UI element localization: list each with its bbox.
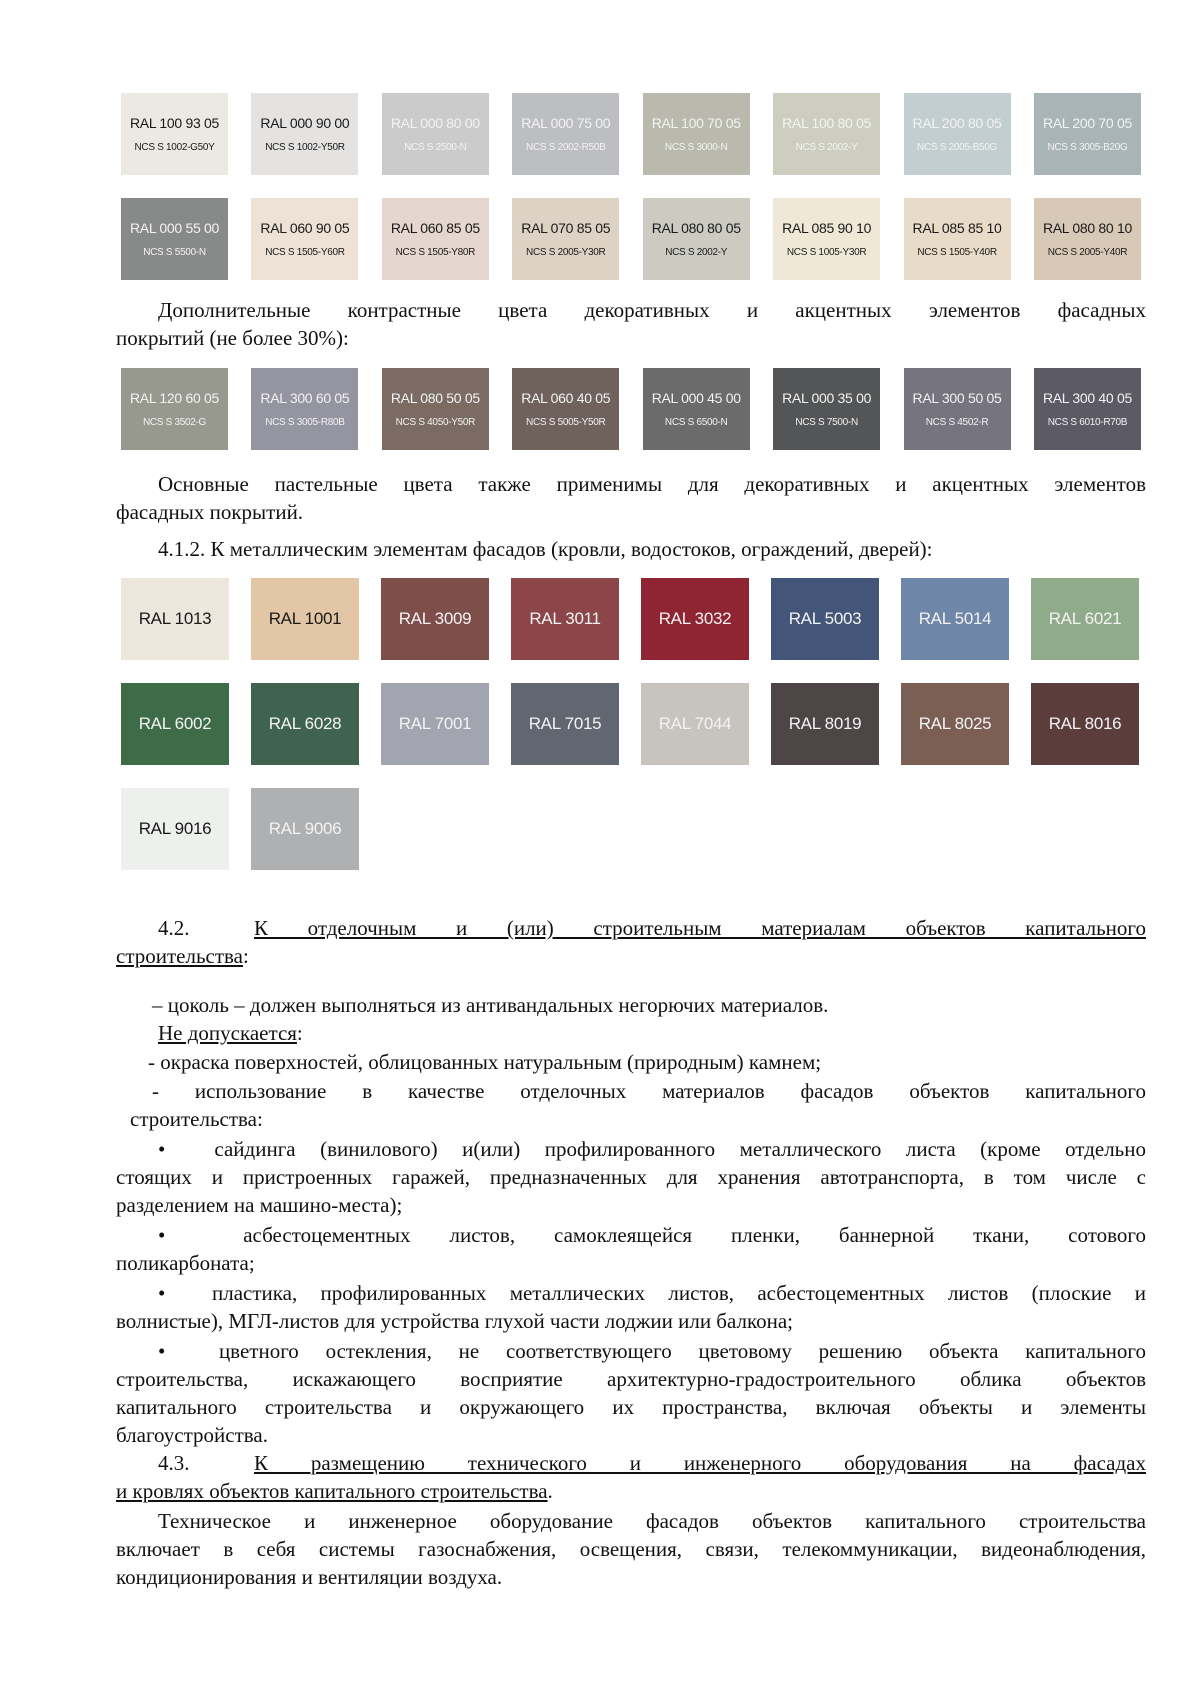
swatch-row <box>121 93 1141 175</box>
ncs-accent-palette <box>121 368 1141 450</box>
color-swatch <box>511 683 619 765</box>
bullet-asbestos-text: асбестоцементных листов, самоклеящейся пленки, баннерной ткани, сотового <box>243 1223 1146 1247</box>
color-swatch <box>643 368 750 450</box>
section-4-3-title-cont: и кровлях объектов капитального строительства <box>116 1479 548 1503</box>
color-swatch <box>901 683 1009 765</box>
bullet-glazing-line1 <box>116 1337 1146 1365</box>
swatch-ral-code: RAL 200 80 05 <box>912 115 1002 132</box>
color-swatch <box>641 578 749 660</box>
swatch-ral-code: RAL 6002 <box>138 713 212 733</box>
color-swatch <box>382 198 489 280</box>
swatch-ncs-code: NCS S 1505-Y60R <box>265 246 345 258</box>
bullet-plastic-line2: волнистые), МГЛ-листов для устройства глухой части лоджии или балкона; <box>116 1309 794 1333</box>
color-swatch <box>381 683 489 765</box>
swatch-ncs-code: NCS S 2002-Y <box>795 141 858 153</box>
swatch-ral-code: RAL 000 55 00 <box>130 220 219 237</box>
swatch-ral-code: RAL 080 50 05 <box>390 390 480 407</box>
swatch-ral-code: RAL 060 40 05 <box>521 390 611 407</box>
section-4-3-number: 4.3. <box>158 1451 190 1475</box>
color-swatch <box>251 788 359 870</box>
accent-intro-line1: Дополнительные контрастные цвета декоративных и акцентных элементов фасадных <box>158 298 1146 322</box>
metal-heading: 4.1.2. К металлическим элементам фасадов (кровли, водостоков, ограждений, дверей): <box>158 537 933 561</box>
swatch-ncs-code: NCS S 3502-G <box>142 416 207 428</box>
swatch-ral-code: RAL 1013 <box>138 608 212 628</box>
swatch-ral-code: RAL 3011 <box>529 608 601 628</box>
bullet-siding-line2: стоящих и пристроенных гаражей, предназначенных для хранения автотранспорта, в том числе с <box>116 1165 1146 1189</box>
swatch-row <box>121 368 1141 450</box>
color-swatch <box>643 198 750 280</box>
accent-intro-line2: покрытий (не более 30%): <box>116 326 349 350</box>
color-swatch <box>251 578 359 660</box>
swatch-row <box>121 198 1141 280</box>
bullet-icon: • <box>158 1223 244 1247</box>
swatch-ral-code: RAL 1001 <box>268 608 342 628</box>
color-swatch <box>512 93 619 175</box>
equipment-line2: включает в себя системы газоснабжения, освещения, связи, телекоммуникации, видеонаблюдения, <box>116 1537 1146 1561</box>
swatch-ncs-code: NCS S 2002-R50B <box>526 141 606 153</box>
dash-item-materials-line1: - использование в качестве отделочных материалов фасадов объектов капитального <box>152 1079 1146 1103</box>
swatch-ral-code: RAL 300 40 05 <box>1042 390 1132 407</box>
color-swatch <box>1031 578 1139 660</box>
swatch-ral-code: RAL 8019 <box>788 713 862 733</box>
bullet-siding-line3: разделением на машино-места); <box>116 1193 403 1217</box>
section-4-3-period: . <box>547 1479 553 1503</box>
color-swatch <box>121 368 228 450</box>
color-swatch <box>512 198 619 280</box>
swatch-ncs-code: NCS S 5500-N <box>143 246 206 258</box>
color-swatch <box>771 683 879 765</box>
swatch-ral-code: RAL 6021 <box>1048 608 1122 628</box>
swatch-ral-code: RAL 100 93 05 <box>130 115 219 132</box>
section-4-3-title-line1 <box>116 1449 1146 1477</box>
dash-item-materials-line2: строительства: <box>130 1107 263 1131</box>
color-swatch <box>381 578 489 660</box>
swatch-ral-code: RAL 8025 <box>918 713 992 733</box>
swatch-ral-code: RAL 9016 <box>138 818 212 838</box>
swatch-ncs-code: NCS S 4502-R <box>925 416 989 428</box>
swatch-ral-code: RAL 000 80 00 <box>390 115 480 132</box>
swatch-ral-code: RAL 7001 <box>398 713 472 733</box>
section-4-2-title: К отделочным и (или) строительным материалам объектов капитального <box>254 916 1146 940</box>
equipment-line3: кондиционирования и вентиляции воздуха. <box>116 1565 503 1589</box>
color-swatch <box>1034 368 1141 450</box>
swatch-ncs-code: NCS S 2005-B50G <box>917 141 998 153</box>
color-swatch <box>251 198 358 280</box>
section-4-2-title-line1 <box>116 914 1146 942</box>
section-4-3-title: К размещению технического и инженерного оборудования на фасадах <box>254 1451 1146 1475</box>
swatch-ral-code: RAL 8016 <box>1048 713 1122 733</box>
swatch-ral-code: RAL 085 85 10 <box>912 220 1002 237</box>
swatch-ral-code: RAL 3009 <box>398 608 472 628</box>
swatch-ral-code: RAL 7015 <box>528 713 602 733</box>
bullet-siding-text: сайдинга (винилового) и(или) профилированного металлического листа (кроме отдельно <box>214 1137 1146 1161</box>
swatch-ncs-code: NCS S 5005-Y50R <box>526 416 606 428</box>
swatch-ral-code: RAL 5003 <box>788 608 862 628</box>
color-swatch <box>901 578 1009 660</box>
bullet-siding-line1 <box>116 1135 1146 1163</box>
swatch-ncs-code: NCS S 4050-Y50R <box>395 416 476 428</box>
not-allowed-heading <box>116 1019 1146 1047</box>
color-swatch <box>773 93 880 175</box>
color-swatch <box>251 683 359 765</box>
swatch-ncs-code: NCS S 1002-G50Y <box>134 141 215 153</box>
plinth-item: – цоколь – должен выполняться из антивандальных негорючих материалов. <box>152 993 829 1017</box>
equipment-line1: Техническое и инженерное оборудование фасадов объектов капитального строительства <box>158 1509 1146 1533</box>
bullet-glazing-line4: благоустройства. <box>116 1423 268 1447</box>
swatch-ncs-code: NCS S 2005-Y30R <box>526 246 606 258</box>
section-4-2-number: 4.2. <box>158 916 190 940</box>
swatch-ncs-code: NCS S 1005-Y30R <box>786 246 867 258</box>
swatch-ral-code: RAL 080 80 05 <box>651 220 741 237</box>
color-swatch <box>121 198 228 280</box>
ncs-base-palette <box>121 93 1141 280</box>
swatch-ral-code: RAL 3032 <box>658 608 732 628</box>
swatch-ral-code: RAL 200 70 05 <box>1042 115 1132 132</box>
swatch-ral-code: RAL 100 70 05 <box>651 115 741 132</box>
section-4-2-colon: : <box>243 944 249 968</box>
swatch-ral-code: RAL 085 90 10 <box>782 220 872 237</box>
swatch-ral-code: RAL 060 85 05 <box>390 220 480 237</box>
color-swatch <box>1034 198 1141 280</box>
bullet-icon: • <box>158 1281 212 1305</box>
color-swatch <box>641 683 749 765</box>
swatch-row <box>121 683 1141 765</box>
bullet-plastic-text: пластика, профилированных металлических листов, асбестоцементных листов (плоские и <box>211 1281 1146 1305</box>
color-swatch <box>1034 93 1141 175</box>
swatch-ral-code: RAL 060 90 05 <box>260 220 350 237</box>
color-swatch <box>382 368 489 450</box>
color-swatch <box>121 578 229 660</box>
swatch-ral-code: RAL 070 85 05 <box>521 220 611 237</box>
swatch-ral-code: RAL 000 45 00 <box>651 390 741 407</box>
swatch-ncs-code: NCS S 1002-Y50R <box>265 141 345 153</box>
swatch-row <box>121 578 1141 660</box>
bullet-asbestos-line2: поликарбоната; <box>116 1251 255 1275</box>
color-swatch <box>251 368 358 450</box>
swatch-ral-code: RAL 5014 <box>918 608 992 628</box>
color-swatch <box>904 368 1011 450</box>
pastel-line1: Основные пастельные цвета также применимы для декоративных и акцентных элементов <box>158 472 1146 496</box>
section-4-2-title-cont: строительства <box>116 944 244 968</box>
swatch-ral-code: RAL 300 60 05 <box>260 390 350 407</box>
bullet-glazing-text: цветного остекления, не соответствующего цветовому решению объекта капитального <box>218 1339 1146 1363</box>
bullet-plastic-line1 <box>116 1279 1146 1307</box>
swatch-ral-code: RAL 9006 <box>268 818 342 838</box>
swatch-ral-code: RAL 7044 <box>658 713 732 733</box>
swatch-ral-code: RAL 6028 <box>268 713 342 733</box>
bullet-asbestos-line1 <box>116 1221 1146 1249</box>
swatch-ncs-code: NCS S 7500-N <box>795 416 858 428</box>
swatch-ral-code: RAL 120 60 05 <box>130 390 219 407</box>
swatch-ncs-code: NCS S 1505-Y80R <box>395 246 476 258</box>
bullet-icon: • <box>158 1339 219 1363</box>
color-swatch <box>511 578 619 660</box>
color-swatch <box>771 578 879 660</box>
swatch-ral-code: RAL 100 80 05 <box>782 115 872 132</box>
swatch-ncs-code: NCS S 3005-B20G <box>1047 141 1128 153</box>
swatch-ncs-code: NCS S 2005-Y40R <box>1047 246 1128 258</box>
swatch-ral-code: RAL 000 35 00 <box>782 390 872 407</box>
swatch-ral-code: RAL 080 80 10 <box>1042 220 1132 237</box>
bullet-icon: • <box>158 1137 215 1161</box>
not-allowed-colon: : <box>296 1021 303 1045</box>
swatch-row <box>121 788 1141 870</box>
swatch-ral-code: RAL 300 50 05 <box>912 390 1002 407</box>
swatch-ncs-code: NCS S 3000-N <box>664 141 728 153</box>
color-swatch <box>773 368 880 450</box>
swatch-ncs-code: NCS S 3005-R80B <box>265 416 345 428</box>
color-swatch <box>643 93 750 175</box>
swatch-ncs-code: NCS S 1505-Y40R <box>917 246 997 258</box>
color-swatch <box>121 93 228 175</box>
swatch-ncs-code: NCS S 6500-N <box>664 416 728 428</box>
color-swatch <box>904 198 1011 280</box>
swatch-ncs-code: NCS S 2500-N <box>404 141 467 153</box>
color-swatch <box>382 93 489 175</box>
color-swatch <box>121 683 229 765</box>
color-swatch <box>1031 683 1139 765</box>
section-4-3-title-line2 <box>116 1477 1146 1505</box>
pastel-line2: фасадных покрытий. <box>116 500 304 524</box>
color-swatch <box>121 788 229 870</box>
bullet-glazing-line3: капитального строительства и окружающего их пространства, включая объекты и элементы <box>116 1395 1146 1419</box>
color-swatch <box>512 368 619 450</box>
swatch-ncs-code: NCS S 2002-Y <box>665 246 728 258</box>
color-swatch <box>251 93 358 175</box>
bullet-glazing-line2: строительства, искажающего восприятие архитектурно-градостроительного облика объектов <box>116 1367 1146 1391</box>
ral-metal-palette <box>121 578 1141 870</box>
color-swatch <box>773 198 880 280</box>
color-swatch <box>904 93 1011 175</box>
swatch-ncs-code: NCS S 6010-R70B <box>1047 416 1128 428</box>
section-4-2-title-line2 <box>116 942 1146 970</box>
not-allowed-label: Не допускается <box>158 1021 297 1045</box>
swatch-ral-code: RAL 000 75 00 <box>521 115 611 132</box>
dash-item-stone: - окраска поверхностей, облицованных натуральным (природным) камнем; <box>148 1050 822 1074</box>
swatch-ral-code: RAL 000 90 00 <box>260 115 350 132</box>
